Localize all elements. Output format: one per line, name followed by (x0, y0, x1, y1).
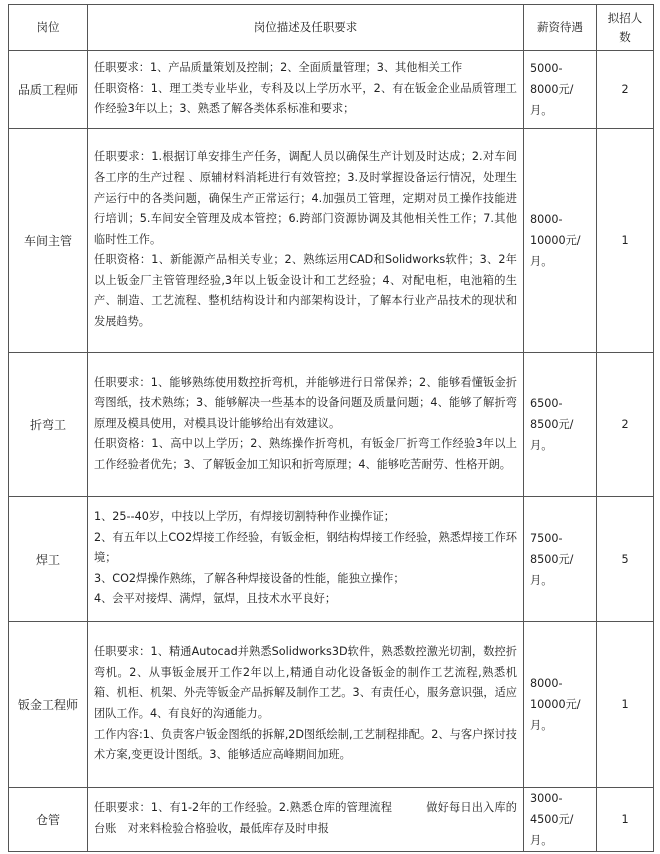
table-row (9, 497, 654, 622)
job-table (8, 4, 654, 852)
header-salary: 薪资待遇 (524, 5, 597, 51)
row-salary: 8000-10000元/月。 (524, 622, 597, 788)
job-table-wrapper (8, 4, 653, 852)
row-count: 2 (597, 353, 654, 497)
row-paragraph: 任职要求：1、产品质量策划及控制；2、全面质量管理；3、其他相关工作 (94, 61, 463, 75)
row-count: 2 (597, 51, 654, 129)
header-description: 岗位描述及任职要求 (88, 5, 524, 51)
table-header-row (9, 5, 654, 51)
row-description (88, 129, 524, 353)
row-count: 1 (597, 788, 654, 852)
table-row (9, 51, 654, 129)
row-paragraph: 4、会平对接焊、满焊，氩焊，且技术水平良好； (94, 592, 337, 606)
row-paragraph: 任职资格：1、高中以上学历；2、熟练操作折弯机，有钣金厂折弯工作经验3年以上工作经验者优先；3、了解钣金加工知识和折弯原理；4、能够吃苦耐劳、性格开朗。 (94, 437, 517, 471)
row-description (88, 353, 524, 497)
row-count: 1 (597, 622, 654, 788)
row-count: 1 (597, 129, 654, 353)
row-salary: 5000-8000元/月。 (524, 51, 597, 129)
header-count-label: 拟招人数 (607, 10, 643, 44)
row-paragraph: 工作内容:1、负责客户钣金图纸的拆解,2D图纸绘制,工艺制程排配。2、与客户探讨技术方案,变更设计图纸。3、能够适应高峰期间加班。 (94, 727, 517, 762)
row-salary: 3000-4500元/月。 (524, 788, 597, 852)
row-description (88, 497, 524, 622)
row-paragraph: 任职要求：1、能够熟练使用数控折弯机，并能够进行日常保养；2、能够看懂钣金折弯图纸，技术熟练；3、能够解决一些基本的设备问题及质量问题；4、能够了解折弯原理及模具使用，对模具设计能够给出有效建议。 (94, 375, 517, 430)
row-salary: 8000-10000元/月。 (524, 129, 597, 353)
row-paragraph: 任职要求：1、精通Autocad并熟悉Solidworks3D软件，熟悉数控激光切割，数控折弯机。2、从事钣金展开工作2年以上,精通自动化设备钣金的制作工艺流程,熟悉机箱、机柜、机架、外壳等钣金产品拆解及制作工艺。3、有责任心，服务意识强，适应团队工作。4、有良好的沟通能力。 (94, 645, 517, 720)
table-row (9, 788, 654, 852)
row-description (88, 788, 524, 852)
row-salary: 6500-8500元/月。 (524, 353, 597, 497)
row-description (88, 622, 524, 788)
row-count: 5 (597, 497, 654, 622)
row-paragraph: 3、CO2焊操作熟练，了解各种焊接设备的性能，能独立操作； (94, 571, 405, 585)
row-position: 车间主管 (9, 129, 88, 353)
row-paragraph: 1、25--40岁，中技以上学历，有焊接切割特种作业操作证； (94, 510, 395, 524)
row-paragraph: 任职要求：1、有1-2年的工作经验。2.熟悉仓库的管理流程 做好每日出入库的台账 对来料检验合格验收，最低库存及时申报 (94, 801, 517, 835)
header-count (597, 5, 654, 51)
row-position: 焊工 (9, 497, 88, 622)
row-paragraph: 任职资格：1、新能源产品相关专业；2、熟练运用CAD和Solidworks软件；3、2年以上钣金厂主管管理经验,3年以上钣金设计和工艺经验；4、对配电柜，电池箱的生产、制造、工艺流程、整机结构设计和内部架构设计，了解本行业产品技术的现状和发展趋势。 (94, 253, 517, 329)
table-row (9, 622, 654, 788)
table-row (9, 353, 654, 497)
row-position: 品质工程师 (9, 51, 88, 129)
row-position: 钣金工程师 (9, 622, 88, 788)
row-position: 仓管 (9, 788, 88, 852)
row-paragraph: 任职资格：1、理工类专业毕业，专科及以上学历水平，2、有在钣金企业品质管理工作经验3年以上；3、熟悉了解各类体系标准和要求； (94, 81, 517, 116)
row-position: 折弯工 (9, 353, 88, 497)
header-position: 岗位 (9, 5, 88, 51)
row-salary: 7500-8500元/月。 (524, 497, 597, 622)
row-description (88, 51, 524, 129)
table-row (9, 129, 654, 353)
row-paragraph: 2、有五年以上CO2焊接工作经验，有钣金柜，钢结构焊接工作经验，熟悉焊接工作环境； (94, 530, 517, 565)
row-paragraph: 任职要求：1.根据订单安排生产任务，调配人员以确保生产计划及时达成；2.对车间各工序的生产过程 、原辅材料消耗进行有效管控；3.及时掌握设备运行情况，处理生产运行中的各类问题，确保生产正常运行；4.加强员工管理，定期对员工操作技能进行培训；5.车间安全管理及成本管控；6.跨部门资源协调及其他相关性工作；7.其他临时性工作。 (94, 150, 517, 246)
